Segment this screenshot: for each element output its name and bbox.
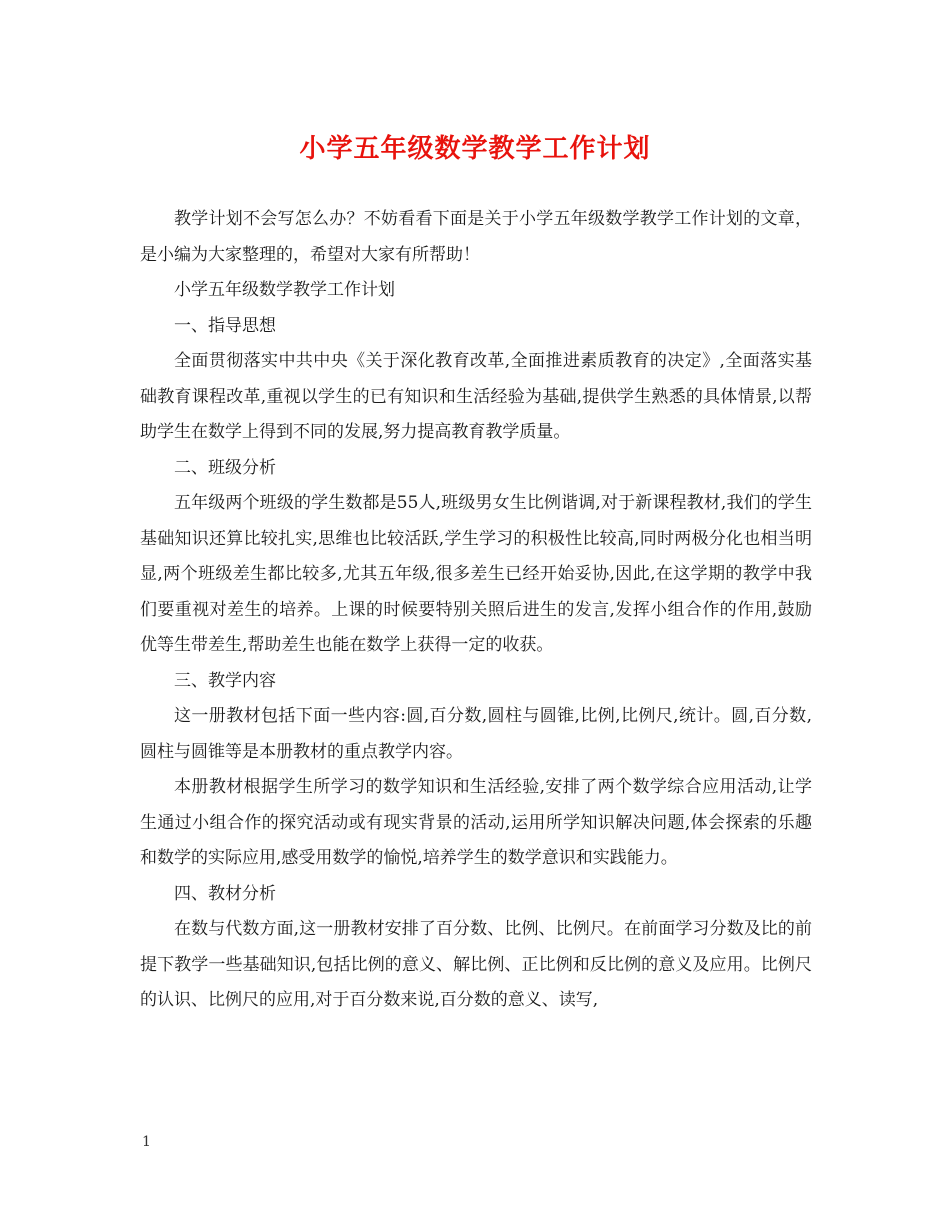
document-body (140, 202, 812, 1019)
subtitle-paragraph: 小学五年级数学教学工作计划 (174, 280, 395, 300)
guiding-thought-paragraph: 全面贯彻落实中共中央《关于深化教育改革,全面推进素质教育的决定》,全面落实基础教育课程改革,重视以学生的已有知识和生活经验为基础,提供学生熟悉的具体情景,以帮助学生在数学上得到不同的发展,努力提高教育教学质量。 (140, 351, 812, 442)
teaching-content-paragraph-2: 本册教材根据学生所学习的数学知识和生活经验,安排了两个数学综合应用活动,让学生通过小组合作的探究活动或有现实背景的活动,运用所学知识解决问题,体会探索的乐趣和数学的实际应用,感受用数学的愉悦,培养学生的数学意识和实践能力。 (140, 777, 812, 868)
section-heading-class-analysis: 二、班级分析 (174, 457, 276, 478)
class-analysis-paragraph: 五年级两个班级的学生数都是55人,班级男女生比例谐调,对于新课程教材,我们的学生基础知识还算比较扎实,思维也比较活跃,学生学习的积极性比较高,同时两极分化也相当明显,两个班级差生都比较多,尤其五年级,很多差生已经开始妥协,因此,在这学期的教学中我们要重视对差生的培养。上课的时候要特别关照后进生的发言,发挥小组合作的作用,鼓励优等生带差生,帮助差生也能在数学上获得一定的收获。 (140, 493, 812, 655)
textbook-analysis-paragraph: 在数与代数方面,这一册教材安排了百分数、比例、比例尺。在前面学习分数及比的前提下教学一些基础知识,包括比例的意义、解比例、正比例和反比例的意义及应用。比例尺的认识、比例尺的应用,对于百分数来说,百分数的意义、读写, (140, 919, 812, 1010)
intro-paragraph: 教学计划不会写怎么办？不妨看看下面是关于小学五年级数学教学工作计划的文章，是小编为大家整理的，希望对大家有所帮助！ (140, 209, 812, 265)
document-title: 小学五年级数学教学工作计划 (299, 134, 651, 164)
teaching-content-paragraph-1: 这一册教材包括下面一些内容:圆,百分数,圆柱与圆锥,比例,比例尺,统计。圆,百分数,圆柱与圆锥等是本册教材的重点教学内容。 (140, 706, 812, 762)
section-heading-guiding-thought: 一、指导思想 (174, 315, 276, 336)
section-heading-teaching-content: 三、教学内容 (174, 670, 276, 691)
page-number: 1 (142, 1134, 151, 1150)
section-heading-textbook-analysis: 四、教材分析 (174, 883, 276, 904)
